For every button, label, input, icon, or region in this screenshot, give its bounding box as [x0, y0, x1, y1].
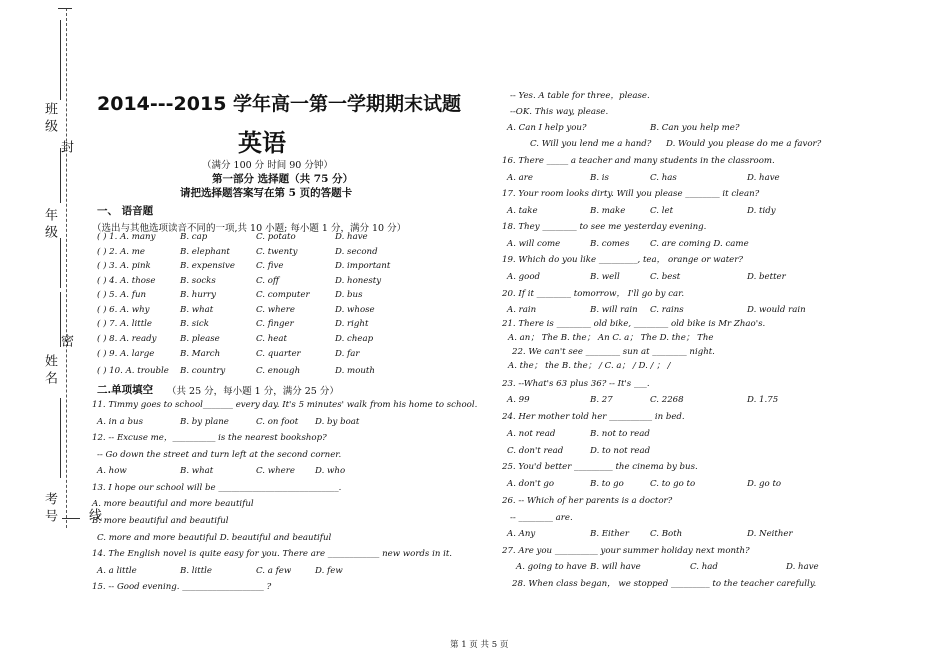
option-b: B. what: [180, 305, 214, 315]
question-line: -- Yes. A table for three，please.: [510, 91, 650, 101]
section2-note: （共 25 分，每小题 1 分，满分 25 分）: [167, 386, 339, 397]
section1-heading: 一、 语音题: [97, 205, 154, 217]
phonetic-question: ( ) 2. A. me: [97, 247, 146, 257]
option-b: B. make: [590, 206, 626, 216]
question-line: A. the； the B. the； / C. a； / D. / ； /: [508, 361, 671, 371]
option-b: B. comes: [590, 239, 630, 249]
option-c: C. to go to: [650, 479, 696, 489]
option-b: D. to not read: [590, 446, 651, 456]
option-c: C. rains: [650, 305, 684, 315]
question-line: 28. When class began， we stopped _________ to the teacher carefully.: [512, 579, 817, 589]
option-a: A. good: [507, 272, 541, 282]
seal-mark-mi: 密: [58, 334, 73, 347]
phonetic-question: ( ) 10. A. trouble: [97, 366, 169, 376]
option-a: A. Any: [507, 529, 536, 539]
phonetic-question: ( ) 1. A. many: [97, 232, 156, 242]
option-a: A. a little: [97, 566, 137, 576]
question-line: 14. The English novel is quite easy for you. There are ____________ new words in it.: [92, 549, 453, 559]
score-time: （满分 100 分 时间 90 分钟）: [202, 160, 333, 171]
option-d: D. bus: [335, 290, 363, 300]
option-a: A. will come: [507, 239, 561, 249]
question-line: 19. Which do you like _________, tea， orange or water?: [502, 255, 743, 265]
question-line: 21. There is ________ old bike, ________ old bike is Mr Zhao's.: [502, 319, 766, 329]
option-b: B. will rain: [590, 305, 638, 315]
option-a: A. rain: [507, 305, 537, 315]
question-line: 13. I hope our school will be ____________________________.: [92, 483, 342, 493]
option-c: C. Both: [650, 529, 683, 539]
question-line: 18. They ________ to see me yesterday evening.: [502, 222, 707, 232]
option-b: B. not to read: [590, 429, 650, 439]
option-b: B. to go: [590, 479, 624, 489]
question-line: 24. Her mother told her __________ in bed.: [502, 412, 685, 422]
option-c: C. best: [650, 272, 681, 282]
class-label: 班 级: [42, 102, 57, 133]
question-line: A. more beautiful and more beautiful: [92, 499, 254, 509]
option-a: C. Will you lend me a hand?: [530, 139, 652, 149]
page-footer: 第 1 页 共 5 页: [450, 640, 509, 650]
option-d: D. cheap: [335, 334, 374, 344]
option-a: A. don't go: [507, 479, 555, 489]
option-d: D. far: [335, 349, 360, 359]
question-line: 20. If it ________ tomorrow， I'll go by car.: [502, 289, 685, 299]
option-d: D. important: [335, 261, 391, 271]
option-c: C. are coming D. came: [650, 239, 749, 249]
option-d: D. honesty: [335, 276, 382, 286]
exam-number-label: 考 号: [42, 492, 57, 523]
phonetic-question: ( ) 6. A. why: [97, 305, 150, 315]
option-d: D. mouth: [335, 366, 375, 376]
option-c: C. twenty: [256, 247, 298, 257]
option-b: B. well: [590, 272, 620, 282]
phonetic-question: ( ) 8. A. ready: [97, 334, 157, 344]
option-a: A. not read: [507, 429, 556, 439]
option-b: B. little: [180, 566, 213, 576]
option-a: A. Can I help you?: [507, 123, 587, 133]
option-a: A. in a bus: [97, 417, 143, 427]
option-a: A. 99: [507, 395, 530, 405]
option-d: D. have: [747, 173, 780, 183]
question-line: A. an； The B. the； An C. a； The D. the； The: [508, 333, 714, 343]
option-a: A. how: [97, 466, 127, 476]
option-d: D. few: [315, 566, 343, 576]
option-b: B. cap: [180, 232, 208, 242]
option-b: B. Can you help me?: [650, 123, 740, 133]
option-c: C. enough: [256, 366, 301, 376]
option-b: B. is: [590, 173, 609, 183]
option-c: C. had: [690, 562, 718, 572]
option-c: C. let: [650, 206, 674, 216]
option-b: B. what: [180, 466, 214, 476]
question-line: 22. We can't see ________ sun at ________ night.: [512, 347, 715, 357]
section1-note: （选出与其他选项读音不同的一项,共 10 小题; 每小题 1 分，满分 10 分）: [92, 223, 407, 234]
question-line: 26. -- Which of her parents is a doctor?: [502, 496, 673, 506]
option-c: C. potato: [256, 232, 296, 242]
option-d: D. have: [335, 232, 368, 242]
question-line: --OK. This way, please.: [510, 107, 609, 117]
option-a: A. take: [507, 206, 538, 216]
option-c: C. off: [256, 276, 279, 286]
option-d: D. second: [335, 247, 378, 257]
option-b: B. by plane: [180, 417, 229, 427]
question-line: -- ________ are.: [510, 513, 573, 523]
subject-title: 英语: [238, 129, 286, 157]
question-line: C. more and more beautiful D. beautiful and beautiful: [97, 533, 332, 543]
question-line: 27. Are you __________ your summer holiday next month?: [502, 546, 750, 556]
option-b: B. March: [180, 349, 221, 359]
name-label: 姓 名: [42, 354, 57, 385]
question-line: B. more beautiful and beautiful: [92, 516, 229, 526]
instruction: 请把选择题答案写在第 5 页的答题卡: [180, 187, 353, 199]
option-b: B. please: [180, 334, 220, 344]
option-a: C. don't read: [507, 446, 564, 456]
option-d: D. right: [335, 319, 369, 329]
question-line: 15. -- Good evening. ___________________ ?: [92, 582, 272, 592]
phonetic-question: ( ) 4. A. those: [97, 276, 156, 286]
question-line: 23. --What's 63 plus 36? -- It's ___.: [502, 379, 650, 389]
section2-heading: 二.单项填空: [97, 384, 154, 396]
option-d: D. have: [786, 562, 819, 572]
option-d: D. whose: [335, 305, 375, 315]
option-d: D. would rain: [747, 305, 806, 315]
question-line: 16. There _____ a teacher and many students in the classroom.: [502, 156, 775, 166]
option-d: D. go to: [747, 479, 782, 489]
option-c: C. 2268: [650, 395, 684, 405]
option-d: D. 1.75: [747, 395, 779, 405]
question-line: 17. Your room looks dirty. Will you please ________ it clean?: [502, 189, 760, 199]
option-a: A. are: [507, 173, 533, 183]
phonetic-question: ( ) 3. A. pink: [97, 261, 151, 271]
question-line: 12. -- Excuse me，__________ is the nearest bookshop?: [92, 433, 327, 443]
option-b: B. socks: [180, 276, 216, 286]
option-b: B. hurry: [180, 290, 216, 300]
option-c: C. has: [650, 173, 677, 183]
option-b: B. elephant: [180, 247, 230, 257]
option-d: D. Neither: [747, 529, 793, 539]
option-c: C. computer: [256, 290, 310, 300]
option-d: D. who: [315, 466, 346, 476]
option-d: D. by boat: [315, 417, 360, 427]
option-c: C. where: [256, 305, 295, 315]
exam-title: 2014---2015 学年高一第一学期期末试题: [97, 93, 462, 115]
option-c: C. quarter: [256, 349, 301, 359]
phonetic-question: ( ) 9. A. large: [97, 349, 155, 359]
option-c: C. a few: [256, 566, 292, 576]
option-b: B. country: [180, 366, 226, 376]
phonetic-question: ( ) 5. A. fun: [97, 290, 147, 300]
option-c: C. heat: [256, 334, 287, 344]
phonetic-question: ( ) 7. A. little: [97, 319, 153, 329]
question-line: 11. Timmy goes to school_______ every day. It's 5 minutes' walk from his home to school.: [92, 400, 478, 410]
question-line: 25. You'd better _________ the cinema by bus.: [502, 462, 698, 472]
question-line: -- Go down the street and turn left at the second corner.: [97, 450, 342, 460]
option-c: C. where: [256, 466, 295, 476]
option-c: C. finger: [256, 319, 294, 329]
option-b: B. sick: [180, 319, 209, 329]
option-b: B. Either: [590, 529, 629, 539]
option-a: A. going to have: [516, 562, 587, 572]
option-c: C. on foot: [256, 417, 299, 427]
option-d: D. tidy: [747, 206, 776, 216]
option-b: B. 27: [590, 395, 613, 405]
option-b: D. Would you please do me a favor?: [666, 139, 822, 149]
part-heading: 第一部分 选择题（共 75 分）: [212, 173, 354, 185]
option-b: B. expensive: [180, 261, 235, 271]
option-c: C. five: [256, 261, 284, 271]
seal-mark-xian: 线: [86, 508, 101, 521]
option-b: B. will have: [590, 562, 641, 572]
seal-mark-feng: 封: [58, 140, 73, 153]
option-d: D. better: [747, 272, 786, 282]
grade-label: 年 级: [42, 208, 57, 239]
